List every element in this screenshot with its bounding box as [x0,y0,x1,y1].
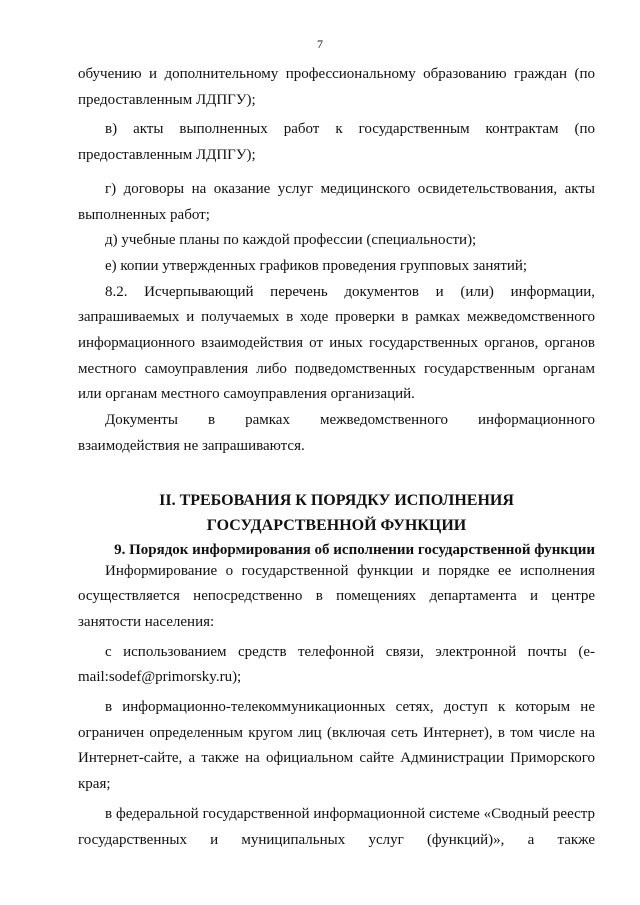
paragraph: г) договоры на оказание услуг медицинского освидетельствования, акты выполненных работ; [78,180,595,223]
paragraph: 8.2. Исчерпывающий перечень документов и (или) информации, запрашиваемых и получаемых в ходе проверки в рамках межведомственного информационного взаимодействия от иных государственных органов, органов местного самоуправления либо подведомственных государственным органам или органам местного самоуправления организаций. [78,283,595,403]
paragraph: с использованием средств телефонной связи, электронной почты (e-mail:sodef@primorsky.ru); [78,643,595,686]
subsection-heading: 9. Порядок информирования об исполнении государственной функции [114,541,595,558]
page-number: 7 [317,37,323,51]
document-body [78,62,595,853]
section-heading: II. ТРЕБОВАНИЯ К ПОРЯДКУ ИСПОЛНЕНИЯ ГОСУДАРСТВЕННОЙ ФУНКЦИИ [159,491,514,534]
paragraph: е) копии утвержденных графиков проведения групповых занятий; [105,257,528,274]
paragraph: Документы в рамках межведомственного информационного взаимодействия не запрашиваются. [78,412,595,454]
paragraph: в) акты выполненных работ к государственным контрактам (по предоставленным ЛДПГУ); [78,121,595,164]
paragraph: д) учебные планы по каждой профессии (специальности); [105,232,477,249]
paragraph: в федеральной государственной информационной системе «Сводный реестр государственных и муниципальных услуг (функций)», а также [78,805,595,848]
paragraph: обучению и дополнительному профессиональному образованию граждан (по предоставленным ЛДПГУ); [78,66,595,108]
paragraph: в информационно-телекоммуникационных сетях, доступ к которым не ограничен определенным кругом лиц (включая сеть Интернет), в том числе на Интернет-сайте, а также на официальном сайте Администрации Приморского края; [78,699,595,793]
paragraph: Информирование о государственной функции и порядке ее исполнения осуществляется непосредственно в помещениях департамента и центре занятости населения: [78,562,595,630]
